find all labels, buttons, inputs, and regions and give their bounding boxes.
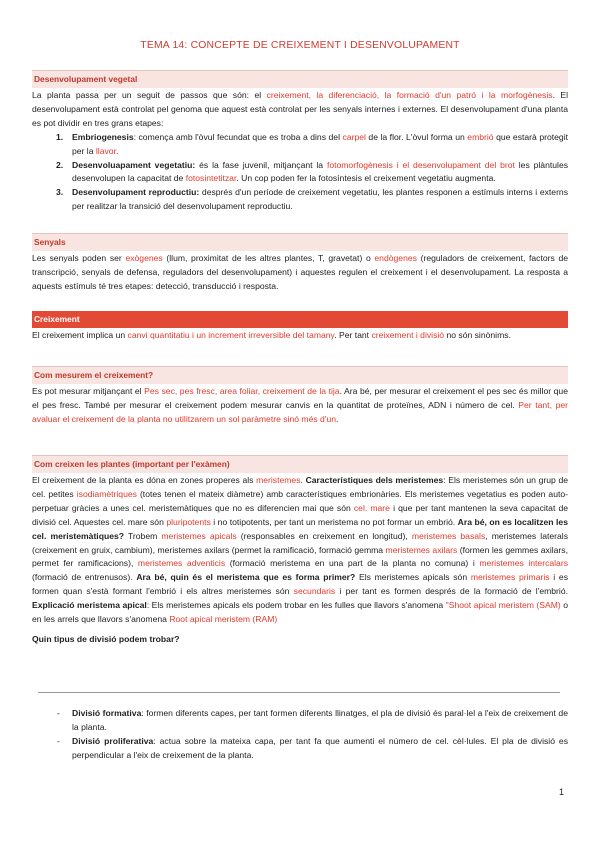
highlight-text: meristemes primaris [470, 572, 550, 583]
text-run: (formació meristema en una part de la planta no comuna) i [225, 558, 480, 569]
list-number: 2. [56, 159, 64, 170]
highlight-text: carpel [342, 131, 366, 142]
stages-list [32, 131, 568, 214]
list-text [72, 160, 568, 184]
bold-text: Ara bé, quin és el meristema que es forma primer? [136, 572, 356, 583]
paragraph [32, 252, 568, 294]
page-number: 1 [558, 787, 564, 797]
highlight-text: Per tant, per avaluar el creixement de la planta no utilitzarem un sol paràmetre sinó més d'un [32, 399, 568, 424]
text-run: i es formen quan s'està formant l'embrió i els altres meristemes són [32, 572, 568, 597]
text-run: Trobem [124, 530, 162, 541]
list-text [72, 736, 568, 760]
bold-text: Divisió proliferativa [72, 735, 154, 746]
text-run: Els meristemes apicals són [355, 572, 471, 583]
question-heading: Quin tipus de divisió podem trobar? [32, 633, 180, 644]
bold-text: Ara bé, on es localitzen les cel. meristemàtiques? [32, 516, 568, 541]
section-heading: Senyals [32, 233, 568, 251]
bullet: - [57, 708, 60, 718]
section-desenvolupament [32, 70, 568, 214]
list-number: 3. [56, 187, 64, 198]
paragraph [32, 474, 568, 627]
text-run: : comença amb l'òvul fecundat que es troba a dins del [133, 131, 343, 142]
bold-text: Explicació meristema apical [32, 600, 147, 611]
text-run: no són sinònims. [444, 330, 511, 340]
text-run: . El desenvolupament està controlat pel genoma que aquest està controlat per les senyals internes i externes. El desenvolupament d'una planta es pot dividir en tres grans etapes: [32, 90, 569, 128]
page-title: TEMA 14: CONCEPTE DE CREIXEMENT I DESENVOLUPAMENT [140, 40, 460, 51]
list-item [32, 159, 568, 187]
bullet: - [57, 735, 60, 746]
section-creixement [32, 311, 568, 343]
text-run: les plàntules desenvolupen la capacitat de [72, 159, 569, 184]
highlight-text: meristemes apicals [161, 530, 237, 541]
text-run: (reguladors de creixement, factors de transcripció, senyals de defensa, reguladors del desenvolupament) i aquestes regulen el creixement i el desenvolupament. La resposta a aquests estímuls té tres etapes: detecció, transducció i resposta. [32, 253, 569, 291]
text-run: . Ara bé, per mesurar el creixement el pes sec és millor que el pes fresc. També per mesurar el creixement podem mesurar canvis en la quantitat de proteïnes, ADN i número de cel. [32, 386, 568, 410]
text-run: Es pot mesurar mitjançant el [32, 386, 145, 396]
text-run: (formen les gemmes axilars, permet fer ramificacions), [32, 544, 568, 569]
highlight-text: endògenes [374, 253, 417, 263]
section-heading: Desenvolupament vegetal [32, 70, 568, 88]
section-heading: Com creixen les plantes (important per l'exàmen) [32, 455, 568, 473]
text-run: . [300, 475, 306, 485]
text-run: i que per tant mantenen la seva capacitat de divisió cel. Aquestes cel. mare són [32, 502, 569, 527]
division-list [32, 707, 568, 763]
highlight-text: fotomorfogènesis i el desenvolupament del brot [326, 159, 515, 170]
text-run: . Un cop poden fer la fotosíntesis el creixement vegetatiu augmenta. [236, 173, 496, 184]
paragraph [32, 89, 568, 131]
highlight-text: cel. mare [353, 502, 390, 513]
section-creixen [32, 455, 568, 647]
text-run: Les senyals poden ser [32, 253, 126, 263]
highlight-text: embrió [467, 131, 494, 142]
highlight-text: meristemes basals [411, 530, 486, 541]
text-run: de la flor. L'òvul forma un [365, 131, 468, 142]
list-text [72, 132, 568, 156]
highlight-text: "Shoot apical meristem (SAM) [445, 600, 561, 611]
bold-text: Característiques dels meristemes [305, 475, 444, 485]
text-run: és la fase juvenil, mitjançant la [195, 159, 327, 170]
text-run: : Els meristemes apicals els podem trobar en les fulles que llavors s'anomena [146, 600, 446, 611]
list-number: 1. [56, 131, 64, 142]
text-run: o en les arrels que llavors s'anomena [32, 600, 568, 625]
highlight-text: creixement i divisió [371, 330, 445, 340]
list-item [32, 735, 568, 763]
text-run: . [115, 145, 119, 156]
highlight-text: exògenes [125, 253, 163, 263]
section-mesurar [32, 366, 568, 427]
list-item [32, 186, 568, 214]
text-run: , meristemes laterals (creixement en gruix, cambium), meristemes axilars (permet la ramificació, formació gemma [32, 530, 568, 555]
list-text [72, 187, 568, 211]
highlight-text: meristemes adventicis [137, 558, 226, 569]
horizontal-rule [38, 692, 560, 693]
highlight-text: creixement, la diferenciació, la formació d'un patró i la morfogènesis [266, 90, 553, 100]
highlight-text: Root apical meristem (RAM) [169, 614, 278, 625]
bold-text: Desenvolupament reproductiu: [72, 187, 200, 198]
highlight-text: fotosintetitzar [185, 173, 237, 184]
section-senyals [32, 233, 568, 294]
highlight-text: pluripotents [166, 516, 211, 527]
text-run: que estarà protegit per la [72, 131, 568, 156]
highlight-text: meristemes intercalars [479, 558, 568, 569]
bold-text: Divisió formativa [72, 708, 142, 718]
text-run: (totes tenen el mateix diàmetre) amb característiques embrionàries. Els meristemes vegetatius es poden auto-perpetuar gràcies a unes cel. meristemàtiques que no es diferencien mai que són [32, 488, 568, 513]
text-run: : Els meristemes són un grup de cel. petites [32, 475, 569, 499]
highlight-text: meristemes axilars [385, 544, 458, 555]
text-run: (llum, proximitat de les altres plantes, T, gravetat) o [162, 253, 375, 263]
highlight-text: canvi quantitatiu i un increment irreversible del tamany [127, 330, 335, 340]
text-run: i per tant es formen després de la formació de l'embrió. [335, 586, 569, 597]
text-run: La planta passa per un seguit de passos que són: el [32, 90, 267, 100]
text-run: . Per tant [334, 330, 372, 340]
list-item [32, 131, 568, 159]
text-run: El creixement de la planta es dóna en zones properes als [32, 475, 257, 485]
paragraph [32, 385, 568, 427]
text-run: : formen diferents capes, per tant formen diferents llinatges, el pla de divisió és paral·lel a l'eix de creixement de la planta. [72, 708, 568, 732]
bold-text: Embriogenesis [72, 131, 134, 142]
text-run: i no totipotents, per tant un meristema no pot formar un embrió. [210, 516, 458, 527]
text-run: després d'un període de creixement vegetatiu, les plantes responen a estímuls interns i externs per realitzar la transició del desenvolupament reproductiu. [72, 187, 569, 212]
section-heading: Creixement [32, 311, 568, 328]
highlight-text: llavor [95, 145, 116, 156]
text-run: (formació de entrenusos). [32, 572, 137, 583]
list-text [72, 708, 568, 732]
text-run: . [336, 413, 339, 424]
highlight-text: meristemes [256, 475, 301, 485]
text-run: : actua sobre la mateixa capa, per tant fa que aumenti el número de cel. cèl·lules. El pla de divisió es perpendicular a l'eix de creixement de la planta. [72, 735, 568, 760]
text-run: El creixement implica un [32, 330, 128, 340]
text-run: (responsables en creixement en longitud), [236, 530, 412, 541]
paragraph [32, 329, 568, 343]
section-heading: Com mesurem el creixement? [32, 366, 568, 384]
highlight-text: isodiamètriques [76, 488, 137, 499]
highlight-text: Pes sec, pes fresc, area foliar, creixement de la tija [144, 386, 340, 396]
highlight-text: secundaris [293, 586, 336, 597]
list-item [32, 707, 568, 735]
bold-text: Desenvoluapament vegetatiu: [72, 159, 196, 170]
